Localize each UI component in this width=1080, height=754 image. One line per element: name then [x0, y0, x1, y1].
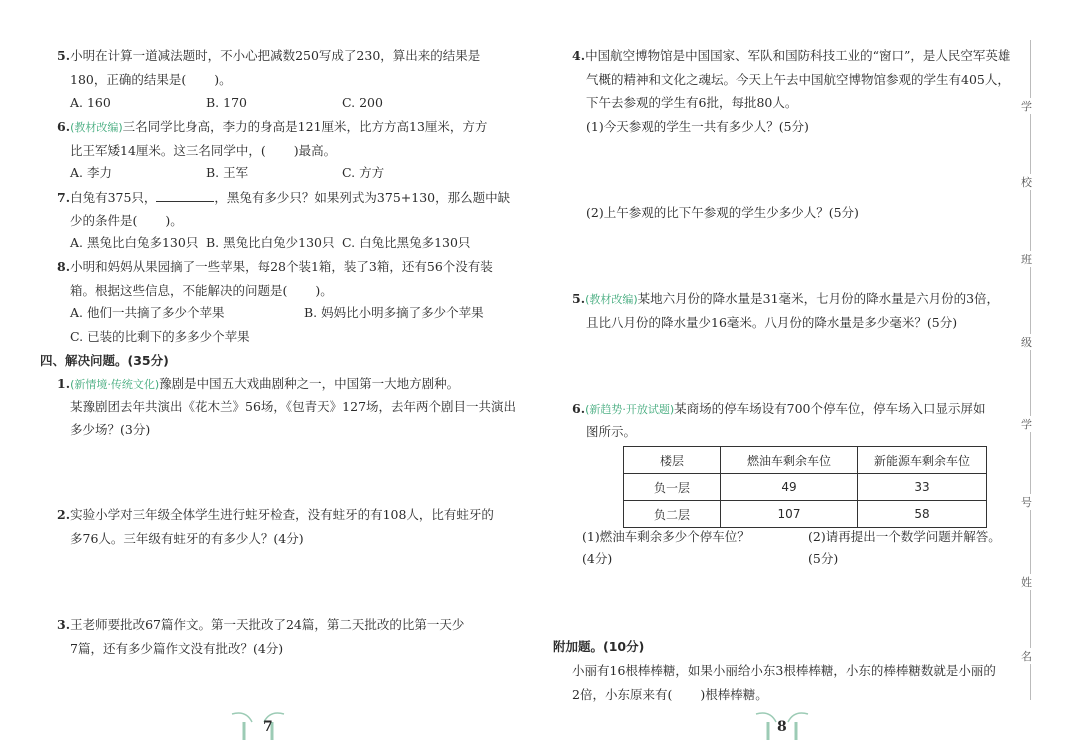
problem-6-line-2: 图所示。: [586, 424, 637, 439]
bonus-heading: 附加题。(10分): [553, 639, 645, 654]
question-7-option-c: C. 白兔比黑兔多130只: [342, 235, 471, 250]
question-7-line-1: 7.白兔有375只， ，黑兔有多少只？如果列式为375+130，那么题中缺: [57, 190, 511, 205]
problem-1-line-3: 多少场？(3分): [70, 422, 151, 437]
question-8-line-2: 箱。根据这些信息，不能解决的问题是( )。: [70, 283, 333, 298]
problem-4-line-3: 下午去参观的学生有6批，每批80人。: [586, 95, 798, 110]
problem-2-line-1: 2.实验小学对三年级全体学生进行蛀牙检查，没有蛀牙的有108人，比有蛀牙的: [57, 507, 494, 522]
question-5-line-2: 180，正确的结果是( )。: [70, 72, 232, 87]
table-header-row: [624, 447, 987, 474]
problem-3-line-2: 7篇，还有多少篇作文没有批改？(4分): [70, 641, 284, 656]
question-5-option-c: C. 200: [342, 95, 383, 110]
binding-label: 名: [1021, 650, 1032, 663]
question-7-option-a: A. 黑兔比白兔多130只: [70, 235, 199, 250]
problem-5-line-1: 5.(教材改编)某地六月份的降水量是31毫米，七月份的降水量是六月份的3倍，: [572, 291, 1000, 306]
question-8-option-c: C. 已装的比剩下的多多少个苹果: [70, 329, 250, 344]
table-cell: 58: [858, 501, 987, 528]
question-7-option-b: B. 黑兔比白兔少130只: [206, 235, 335, 250]
question-7-line-2: 少的条件是( )。: [70, 213, 183, 228]
problem-5-line-2: 且比八月份的降水量少16毫米。八月份的降水量是多少毫米？(5分): [586, 315, 958, 330]
table-header: 楼层: [624, 447, 721, 474]
table-cell: 49: [721, 474, 858, 501]
section-heading: 四、解决问题。(35分): [40, 353, 169, 368]
question-6-tag: (教材改编): [70, 121, 123, 134]
binding-label: 号: [1021, 496, 1032, 509]
problem-3-line-1: 3.王老师要批改67篇作文。第一天批改了24篇，第二天批改的比第一天少: [57, 617, 465, 632]
question-8-option-a: A. 他们一共摘了多少个苹果: [70, 305, 225, 320]
table-row: [624, 501, 987, 528]
page-number: 7: [263, 719, 273, 735]
question-8-option-b: B. 妈妈比小明多摘了多少个苹果: [304, 305, 484, 320]
problem-6-subquestion-2: (2)请再提出一个数学问题并解答。: [808, 529, 1001, 544]
binding-label: 学: [1021, 418, 1032, 431]
question-5-line-1: 5.小明在计算一道减法题时，不小心把减数250写成了230，算出来的结果是: [57, 48, 481, 63]
question-6-line-1: 6.(教材改编)三名同学比身高，李力的身高是121厘米，比方方高13厘米，方方: [57, 119, 488, 134]
bonus-line-1: 小丽有16根棒棒糖，如果小丽给小东3根棒棒糖，小东的棒棒糖数就是小丽的: [572, 663, 996, 678]
table-header: 燃油车剩余车位: [721, 447, 858, 474]
problem-4-line-1: 4.中国航空博物馆是中国国家、军队和国防科技工业的“窗口”，是人民空军英雄: [572, 48, 1011, 63]
question-8-line-1: 8.小明和妈妈从果园摘了一些苹果，每28个装1箱，装了3箱，还有56个没有装: [57, 259, 493, 274]
problem-4-subquestion-2: (2)上午参观的比下午参观的学生少多少人？(5分): [586, 205, 859, 220]
problem-6-subquestion-2-score: (5分): [808, 551, 839, 566]
page-number: 8: [777, 719, 787, 735]
question-6-option-a: A. 李力: [70, 165, 112, 180]
binding-label: 级: [1021, 336, 1032, 349]
table-cell: 负一层: [624, 474, 721, 501]
table-cell: 负二层: [624, 501, 721, 528]
binding-label: 学: [1021, 100, 1032, 113]
table-cell: 107: [721, 501, 858, 528]
binding-label: 姓: [1021, 576, 1032, 589]
problem-1-line-1: 1.(新情境·传统文化)豫剧是中国五大戏曲剧种之一，中国第一大地方剧种。: [57, 376, 460, 391]
table-row: [624, 474, 987, 501]
binding-label: 校: [1021, 176, 1032, 189]
problem-2-line-2: 多76人。三年级有蛀牙的有多少人？(4分): [70, 531, 304, 546]
table-header: 新能源车剩余车位: [858, 447, 987, 474]
problem-4-line-2: 气概的精神和文化之魂坛。今天上午去中国航空博物馆参观的学生有405人，: [586, 72, 1010, 87]
question-6-option-b: B. 王军: [206, 165, 249, 180]
problem-1-line-2: 某豫剧团去年共演出《花木兰》56场，《包青天》127场，去年两个剧目一共演出: [70, 399, 517, 414]
table-cell: 33: [858, 474, 987, 501]
problem-6-tag: (新趋势·开放试题): [585, 403, 675, 416]
binding-line: [1030, 40, 1031, 700]
problem-6-subquestion-1: (1)燃油车剩余多少个停车位？: [582, 529, 750, 544]
page-ornament-icon: [226, 708, 290, 742]
question-5-option-b: B. 170: [206, 95, 247, 110]
problem-5-tag: (教材改编): [585, 293, 638, 306]
bonus-line-2: 2倍，小东原来有( )根棒棒糖。: [572, 687, 768, 702]
answer-blank: [156, 189, 214, 202]
parking-table: [623, 446, 987, 528]
binding-label: 班: [1021, 253, 1032, 266]
question-6-option-c: C. 方方: [342, 165, 385, 180]
question-5-option-a: A. 160: [70, 95, 111, 110]
question-6-line-2: 比王军矮14厘米。这三名同学中，( )最高。: [70, 143, 337, 158]
problem-4-subquestion-1: (1)今天参观的学生一共有多少人？(5分): [586, 119, 809, 134]
problem-6-subquestion-1-score: (4分): [582, 551, 613, 566]
problem-6-line-1: 6.(新趋势·开放试题)某商场的停车场设有700个停车位，停车场入口显示屏如: [572, 401, 986, 416]
problem-1-tag: (新情境·传统文化): [70, 378, 160, 391]
